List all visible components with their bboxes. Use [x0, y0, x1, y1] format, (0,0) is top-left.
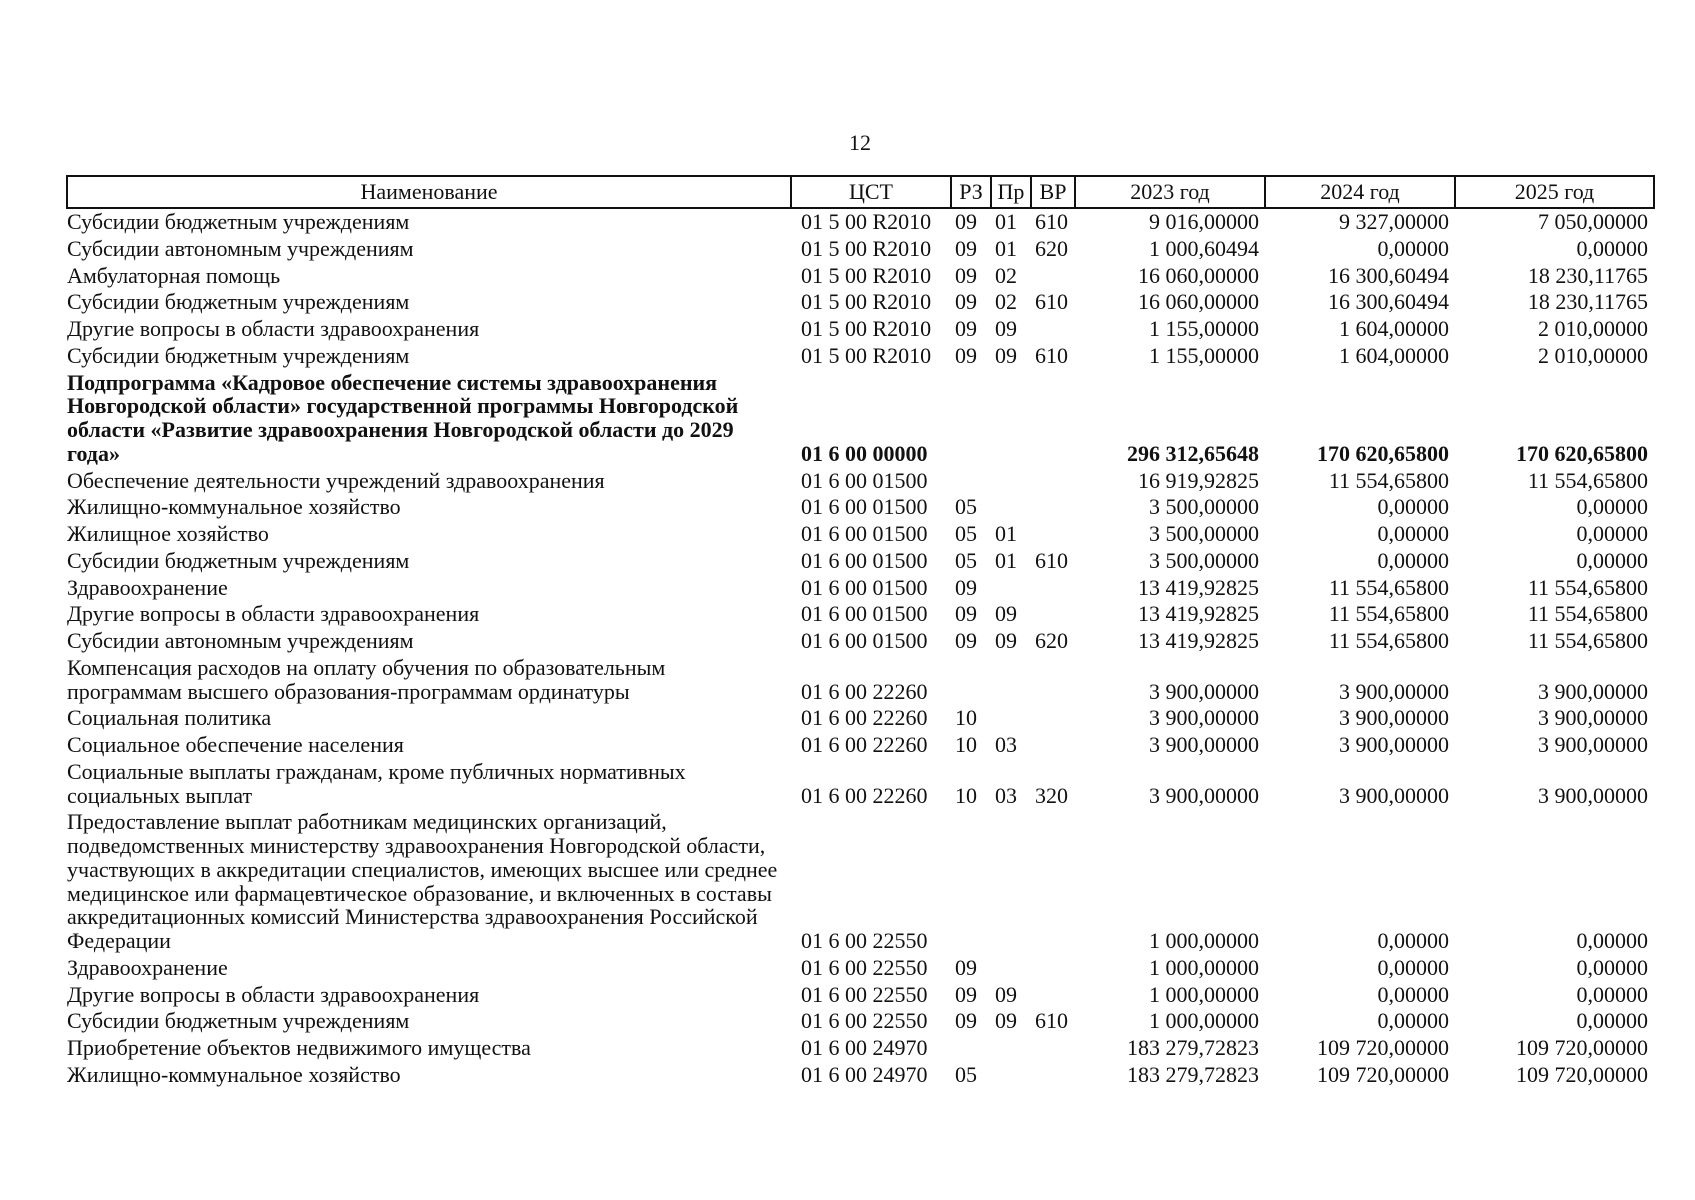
cell-pr: 02: [995, 262, 1017, 288]
cell-2025: 0,00000: [1576, 954, 1648, 980]
cell-rz: 05: [955, 521, 977, 546]
cell-2025: 3 900,00000: [1538, 782, 1648, 808]
cell-rz: 05: [955, 494, 977, 520]
cell-rz: 09: [955, 209, 977, 234]
cell-2024: 16 300,60494: [1328, 262, 1449, 288]
cell-vr: [1031, 263, 1075, 290]
header-pr: Пр: [991, 176, 1031, 208]
cell-2023: 9 016,00000: [1149, 209, 1259, 234]
cell-vr: [1031, 1035, 1075, 1062]
cell-2023: 3 500,00000: [1149, 547, 1259, 573]
cell-pr: 02: [995, 289, 1017, 315]
cell-vr: [1031, 1062, 1075, 1089]
cell-2024: 0,00000: [1377, 981, 1449, 1007]
table-row: [67, 628, 1654, 655]
cell-cst: 01 5 00 R2010: [801, 316, 932, 341]
table-row: [67, 370, 1654, 468]
cell-cst: 01 6 00 22550: [801, 928, 928, 953]
cell-cst: 01 6 00 22260: [801, 678, 928, 704]
cell-2024: 0,00000: [1377, 1008, 1449, 1034]
table-row: [67, 468, 1654, 495]
cell-2025: 109 720,00000: [1516, 1061, 1648, 1087]
cell-name: Субсидии бюджетным учреждениям: [67, 1008, 410, 1034]
cell-2025: 3 900,00000: [1538, 678, 1648, 704]
cell-2023: 183 279,72823: [1127, 1035, 1259, 1060]
cell-cst: 01 6 00 01500: [801, 494, 928, 520]
cell-vr: [1031, 601, 1075, 628]
cell-2025: 0,00000: [1576, 494, 1648, 520]
cell-rz: 09: [955, 289, 977, 315]
page-number: 12: [849, 130, 871, 155]
cell-2023: 3 900,00000: [1149, 705, 1259, 731]
cell-cst: 01 6 00 01500: [801, 467, 928, 493]
cell-name: Социальное обеспечение населения: [67, 732, 404, 757]
cell-2025: 11 554,65800: [1527, 601, 1648, 627]
cell-vr: [1031, 468, 1075, 495]
table-row: [67, 809, 1654, 955]
cell-2024: 109 720,00000: [1317, 1035, 1449, 1060]
cell-2025: 7 050,00000: [1538, 209, 1648, 234]
table-row: [67, 289, 1654, 316]
cell-rz: 05: [955, 547, 977, 573]
cell-cst: 01 6 00 22550: [801, 954, 928, 980]
cell-cst: 01 5 00 R2010: [801, 262, 932, 288]
header-2024: 2024 год: [1265, 176, 1455, 208]
cell-2024: 0,00000: [1377, 547, 1449, 573]
cell-name: Подпрограмма «Кадровое обеспечение системы здравоохранения Новгородской области» государственной программы Новгородской области «Развитие здравоохранения Новгородской области до 2029 года»: [67, 369, 739, 466]
cell-cst: 01 6 00 22260: [801, 782, 928, 808]
cell-rz: 09: [955, 628, 977, 653]
header-vr: ВР: [1031, 176, 1075, 208]
cell-vr: 610: [1035, 547, 1068, 573]
cell-rz: [951, 370, 991, 468]
cell-pr: [991, 809, 1031, 955]
cell-cst: 01 5 00 R2010: [801, 342, 932, 368]
cell-name: Другие вопросы в области здравоохранения: [67, 601, 480, 627]
cell-2024: 0,00000: [1377, 954, 1449, 980]
table-row: [67, 705, 1654, 732]
cell-pr: [991, 370, 1031, 468]
table-row: [67, 1008, 1654, 1035]
table-row: [67, 343, 1654, 370]
cell-rz: 09: [955, 342, 977, 368]
table-header-row: [67, 176, 1654, 208]
cell-pr: 03: [995, 732, 1017, 757]
cell-2023: 1 000,00000: [1149, 981, 1259, 1007]
table-row: [67, 1035, 1654, 1062]
cell-2024: 1 604,00000: [1339, 316, 1449, 341]
cell-2023: 183 279,72823: [1127, 1061, 1259, 1087]
cell-name: Обеспечение деятельности учреждений здравоохранения: [67, 467, 605, 493]
cell-2023: 3 500,00000: [1149, 494, 1259, 520]
table-row: [67, 316, 1654, 343]
cell-2024: 0,00000: [1377, 235, 1449, 261]
cell-2025: 0,00000: [1576, 547, 1648, 573]
cell-2024: 11 554,65800: [1328, 574, 1449, 600]
cell-vr: [1031, 521, 1075, 548]
cell-2025: 0,00000: [1576, 1008, 1648, 1034]
cell-2025: 0,00000: [1576, 981, 1648, 1007]
cell-vr: 620: [1035, 628, 1068, 653]
cell-pr: 01: [995, 209, 1017, 234]
cell-2024: 16 300,60494: [1328, 289, 1449, 315]
cell-2025: 18 230,11765: [1527, 289, 1648, 315]
cell-name: Жилищно-коммунальное хозяйство: [67, 1061, 401, 1087]
cell-pr: [991, 575, 1031, 602]
cell-pr: 01: [995, 521, 1017, 546]
cell-cst: 01 6 00 24970: [801, 1061, 928, 1087]
cell-2023: 13 419,92825: [1138, 601, 1259, 627]
cell-name: Субсидии автономным учреждениям: [67, 235, 414, 261]
cell-2023: 13 419,92825: [1138, 574, 1259, 600]
cell-2024: 11 554,65800: [1328, 628, 1449, 653]
cell-rz: 09: [955, 262, 977, 288]
cell-2024: 9 327,00000: [1339, 209, 1449, 234]
table-row: [67, 759, 1654, 810]
cell-name: Субсидии автономным учреждениям: [67, 628, 414, 653]
cell-pr: [991, 705, 1031, 732]
cell-name: Социальная политика: [67, 705, 272, 731]
table-row: [67, 1062, 1654, 1089]
cell-rz: 09: [955, 1008, 977, 1034]
cell-2024: 11 554,65800: [1328, 601, 1449, 627]
cell-name: Социальные выплаты гражданам, кроме публичных нормативных социальных выплат: [67, 758, 686, 808]
cell-2023: 1 000,00000: [1149, 954, 1259, 980]
cell-pr: 09: [995, 316, 1017, 341]
table-row: [67, 548, 1654, 575]
cell-vr: [1031, 809, 1075, 955]
cell-name: Здравоохранение: [67, 954, 228, 980]
cell-pr: [991, 955, 1031, 982]
cell-rz: [951, 468, 991, 495]
cell-2023: 3 900,00000: [1149, 732, 1259, 757]
cell-name: Субсидии бюджетным учреждениям: [67, 547, 410, 573]
cell-name: Амбулаторная помощь: [67, 262, 281, 288]
cell-rz: 09: [955, 574, 977, 600]
cell-rz: 09: [955, 601, 977, 627]
cell-cst: 01 5 00 R2010: [801, 289, 932, 315]
cell-pr: [991, 655, 1031, 706]
cell-rz: [951, 809, 991, 955]
cell-2023: 1 000,00000: [1149, 928, 1259, 953]
cell-cst: 01 6 00 22260: [801, 732, 928, 757]
budget-table: [66, 175, 1655, 1089]
cell-cst: 01 6 00 22260: [801, 705, 928, 731]
cell-2025: 109 720,00000: [1516, 1035, 1648, 1060]
cell-rz: [951, 655, 991, 706]
cell-pr: 03: [995, 782, 1017, 808]
table-row: [67, 982, 1654, 1009]
cell-2024: 0,00000: [1377, 494, 1449, 520]
cell-2023: 3 500,00000: [1149, 521, 1259, 546]
cell-rz: 10: [955, 782, 977, 808]
table-body: [67, 208, 1654, 1089]
cell-2025: 2 010,00000: [1538, 316, 1648, 341]
table-row: [67, 955, 1654, 982]
cell-rz: 09: [955, 954, 977, 980]
cell-2024: 0,00000: [1377, 521, 1449, 546]
cell-2024: 170 620,65800: [1317, 440, 1449, 466]
cell-pr: 09: [995, 1008, 1017, 1034]
cell-vr: 610: [1035, 289, 1068, 315]
cell-pr: [991, 1062, 1031, 1089]
cell-2024: 3 900,00000: [1339, 782, 1449, 808]
cell-pr: [991, 1035, 1031, 1062]
cell-2025: 11 554,65800: [1527, 467, 1648, 493]
cell-2025: 170 620,65800: [1516, 440, 1648, 466]
cell-2025: 11 554,65800: [1527, 628, 1648, 653]
cell-cst: 01 6 00 01500: [801, 547, 928, 573]
cell-2025: 0,00000: [1576, 521, 1648, 546]
cell-2025: 18 230,11765: [1527, 262, 1648, 288]
cell-name: Приобретение объектов недвижимого имущества: [67, 1035, 531, 1060]
cell-vr: [1031, 955, 1075, 982]
cell-2025: 11 554,65800: [1527, 574, 1648, 600]
cell-vr: [1031, 982, 1075, 1009]
cell-pr: 09: [995, 342, 1017, 368]
cell-cst: 01 6 00 00000: [801, 440, 928, 466]
table-row: [67, 263, 1654, 290]
cell-rz: 05: [955, 1061, 977, 1087]
cell-pr: 01: [995, 235, 1017, 261]
cell-2023: 1 000,00000: [1149, 1008, 1259, 1034]
cell-vr: 610: [1035, 209, 1068, 234]
cell-2023: 296 312,65648: [1127, 440, 1259, 466]
cell-cst: 01 5 00 R2010: [801, 209, 932, 234]
cell-2023: 16 060,00000: [1138, 289, 1259, 315]
table-row: [67, 732, 1654, 759]
table-row: [67, 521, 1654, 548]
cell-cst: 01 6 00 01500: [801, 601, 928, 627]
cell-cst: 01 6 00 01500: [801, 521, 928, 546]
cell-2025: 3 900,00000: [1538, 705, 1648, 731]
table-row: [67, 236, 1654, 263]
header-2025: 2025 год: [1455, 176, 1654, 208]
cell-vr: [1031, 370, 1075, 468]
cell-vr: 320: [1035, 782, 1068, 808]
cell-2024: 109 720,00000: [1317, 1061, 1449, 1087]
cell-name: Компенсация расходов на оплату обучения по образовательным программам высшего образования-программам ординатуры: [67, 654, 666, 704]
cell-rz: 10: [955, 705, 977, 731]
cell-2025: 0,00000: [1576, 235, 1648, 261]
table-row: [67, 655, 1654, 706]
cell-2023: 3 900,00000: [1149, 782, 1259, 808]
cell-cst: 01 5 00 R2010: [801, 235, 932, 261]
cell-2023: 13 419,92825: [1138, 628, 1259, 653]
cell-name: Здравоохранение: [67, 574, 228, 600]
table-row: [67, 208, 1654, 236]
cell-name: Предоставление выплат работникам медицинских организаций, подведомственных министерству здравоохранения Новгородской области, участвующих в аккредитации специалистов, имеющих высшее или среднее медицинское или фармацевтическое образование, и включенных в составы аккредитационных комиссий Министерства здравоохранения Российской Федерации: [67, 809, 778, 953]
cell-2025: 2 010,00000: [1538, 342, 1648, 368]
cell-vr: 610: [1035, 342, 1068, 368]
cell-2024: 1 604,00000: [1339, 342, 1449, 368]
cell-2024: 3 900,00000: [1339, 678, 1449, 704]
header-name: Наименование: [67, 176, 791, 208]
cell-2023: 16 919,92825: [1138, 467, 1259, 493]
cell-vr: 620: [1035, 235, 1068, 261]
cell-2023: 1 155,00000: [1149, 342, 1259, 368]
cell-2025: 0,00000: [1576, 928, 1648, 953]
cell-name: Субсидии бюджетным учреждениям: [67, 342, 410, 368]
cell-cst: 01 6 00 01500: [801, 628, 928, 653]
cell-cst: 01 6 00 01500: [801, 574, 928, 600]
cell-vr: [1031, 575, 1075, 602]
cell-cst: 01 6 00 22550: [801, 1008, 928, 1034]
cell-2025: 3 900,00000: [1538, 732, 1648, 757]
cell-rz: 09: [955, 981, 977, 1007]
table-row: [67, 494, 1654, 521]
header-cst: ЦСТ: [791, 176, 951, 208]
cell-pr: [991, 468, 1031, 495]
cell-2023: 16 060,00000: [1138, 262, 1259, 288]
cell-name: Другие вопросы в области здравоохранения: [67, 981, 480, 1007]
cell-name: Жилищное хозяйство: [67, 521, 269, 546]
cell-pr: 01: [995, 547, 1017, 573]
header-rz: РЗ: [951, 176, 991, 208]
table-row: [67, 575, 1654, 602]
cell-2024: 3 900,00000: [1339, 732, 1449, 757]
cell-vr: [1031, 732, 1075, 759]
cell-cst: 01 6 00 24970: [801, 1035, 928, 1060]
cell-vr: [1031, 494, 1075, 521]
cell-rz: [951, 1035, 991, 1062]
cell-2023: 1 155,00000: [1149, 316, 1259, 341]
cell-name: Другие вопросы в области здравоохранения: [67, 316, 480, 341]
cell-2023: 3 900,00000: [1149, 678, 1259, 704]
cell-2024: 0,00000: [1377, 928, 1449, 953]
cell-vr: [1031, 705, 1075, 732]
cell-2024: 11 554,65800: [1328, 467, 1449, 493]
cell-pr: 09: [995, 601, 1017, 627]
cell-name: Субсидии бюджетным учреждениям: [67, 209, 410, 234]
cell-pr: [991, 494, 1031, 521]
cell-pr: 09: [995, 981, 1017, 1007]
cell-vr: [1031, 655, 1075, 706]
table-row: [67, 601, 1654, 628]
cell-2024: 3 900,00000: [1339, 705, 1449, 731]
cell-vr: 610: [1035, 1008, 1068, 1034]
header-2023: 2023 год: [1075, 176, 1265, 208]
cell-pr: 09: [995, 628, 1017, 653]
cell-rz: 09: [955, 235, 977, 261]
cell-vr: [1031, 316, 1075, 343]
cell-rz: 10: [955, 732, 977, 757]
cell-cst: 01 6 00 22550: [801, 981, 928, 1007]
cell-rz: 09: [955, 316, 977, 341]
cell-name: Субсидии бюджетным учреждениям: [67, 289, 410, 315]
cell-name: Жилищно-коммунальное хозяйство: [67, 494, 401, 520]
cell-2023: 1 000,60494: [1149, 235, 1259, 261]
